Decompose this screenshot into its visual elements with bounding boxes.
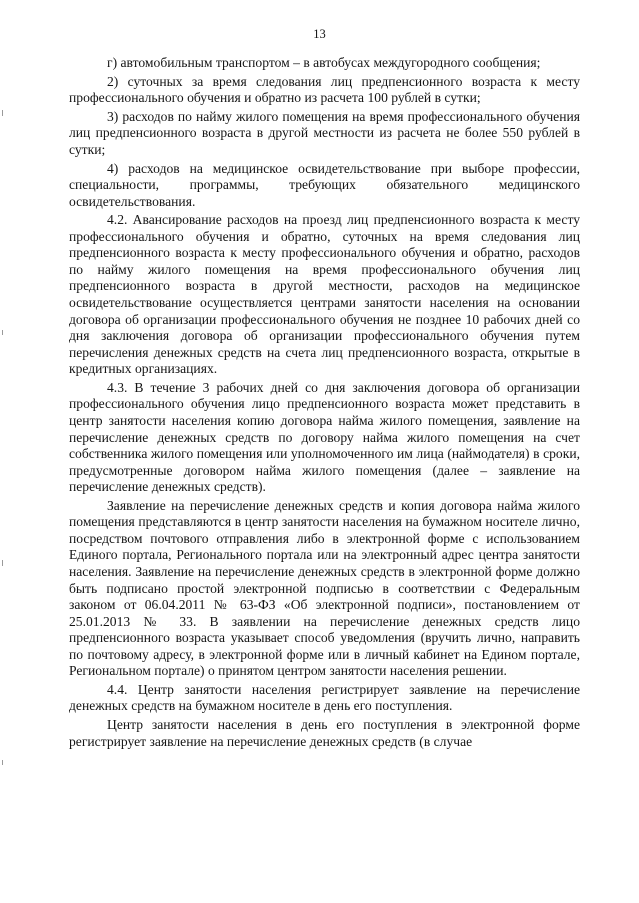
- paragraph-section-4-3: 4.3. В течение 3 рабочих дней со дня заключения договора об организации профессионального обучения лицо предпенсионного возраста может представить в центр занятости населения копию договора найма жилого помещения, заявление на перечисление денежных средств по договору найма жилого помещения на счет собственника жилого помещения или уполномоченного им лица (наймодателя) в сроки, предусмотренные договором найма жилого помещения (далее – заявление на перечисление денежных средств).: [69, 379, 580, 495]
- paragraph-item-g-road-transport: г) автомобильным транспортом – в автобусах междугородного сообщения;: [107, 55, 541, 70]
- scan-edge-mark: [2, 330, 3, 335]
- paragraph-electronic-registration: Центр занятости населения в день его поступления в электронной форме регистрирует заявление на перечисление денежных средств (в случае: [69, 717, 580, 749]
- scan-edge-mark: [2, 560, 3, 566]
- scan-edge-mark: [2, 110, 3, 116]
- page-number: 13: [313, 27, 326, 41]
- paragraph-item-3-housing-costs: 3) расходов по найму жилого помещения на время профессионального обучения лиц предпенсионного возраста в другой местности из расчета не более 550 рублей в сутки;: [69, 108, 580, 157]
- paragraph-section-4-2: 4.2. Авансирование расходов на проезд лиц предпенсионного возраста к месту профессионального обучения и обратно, суточных на время следования лиц предпенсионного возраста к месту профессионального обучения и обратно, расходов по найму жилого помещения на время профессионального обучения лиц предпенсионного возраста в другой местности, расходов на медицинское освидетельствование осуществляется центрами занятости населения на основании договора об организации профессионального обучения не позднее 10 рабочих дней со дня заключения договора об организации профессионального обучения путем перечисления денежных средств на счета лиц предпенсионного возраста, открытые в кредитных организациях.: [69, 212, 580, 377]
- paragraph-item-4-medical-exam: 4) расходов на медицинское освидетельствование при выборе профессии, специальности, программы, требующих обязательного медицинского освидетельствования.: [69, 160, 580, 209]
- scan-edge-mark: [2, 760, 3, 765]
- paragraph-application-submission: Заявление на перечисление денежных средств и копия договора найма жилого помещения представляются в центр занятости населения на бумажном носителе лично, посредством почтового отправления либо в электронной форме с использованием Единого портала, Регионального портала или на электронный адрес центра занятости населения. Заявление на перечисление денежных средств в электронной форме должно быть подписано простой электронной подписью в соответствии с Федеральным законом от 06.04.2011 № 63-ФЗ «Об электронной подписи», постановлением от 25.01.2013 № 33. В заявлении на перечисление денежных средств лицо предпенсионного возраста указывает способ уведомления (вручить лично, направить по почтовому адресу, в электронной форме или в личный кабинет на Едином портале, Региональном портале) о принятом центром занятости населения решении.: [69, 497, 580, 679]
- paragraph-section-4-4: 4.4. Центр занятости населения регистрирует заявление на перечисление денежных средств на бумажном носителе в день его поступления.: [69, 681, 580, 714]
- document-body: [69, 55, 580, 752]
- paragraph-item-2-daily-allowance: 2) суточных за время следования лиц предпенсионного возраста к месту профессионального обучения и обратно из расчета 100 рублей в сутки;: [69, 73, 580, 106]
